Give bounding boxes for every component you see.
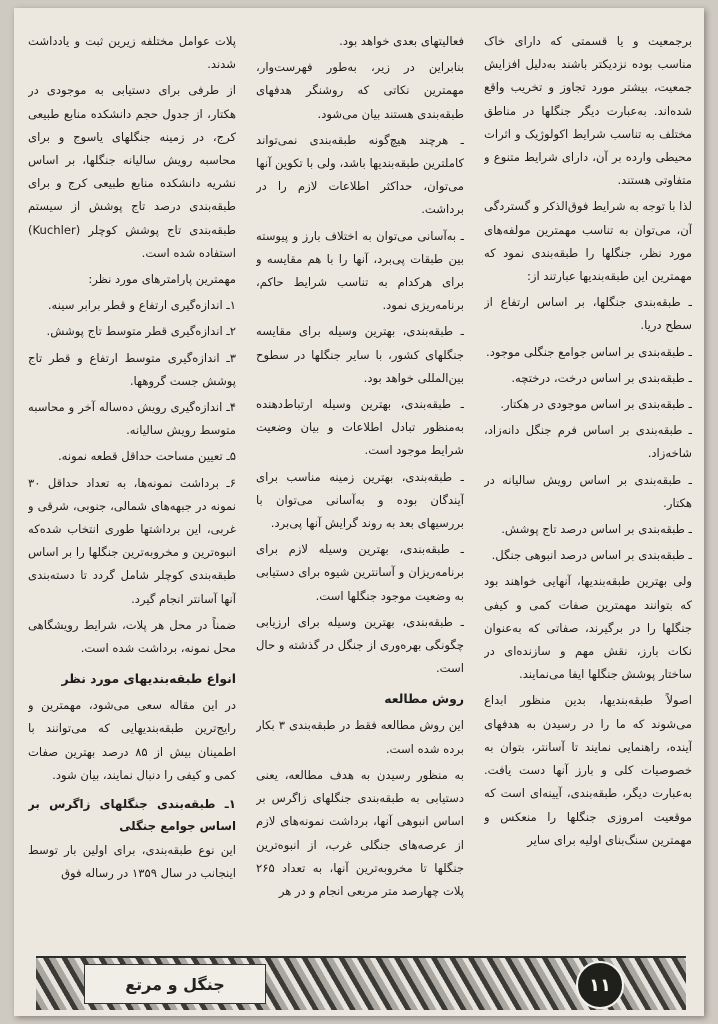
list-item: ۶ـ برداشت نمونه‌ها، به تعداد حداقل ۳۰ نمونه در جبهه‌های شمالی، جنوبی، شرقی و غربی، این برداشتها طوری انتخاب شده‌که انبوه‌ترین و مخروبه‌ترین جنگلها را بر اساس طبقه‌بندی کوچلر شامل گردد تا دسته‌بندی آنها آسانتر انجام گیرد. — [28, 475, 236, 606]
paragraph: مهمترین پارامترهای مورد نظر: — [88, 272, 236, 287]
list-item: ـ طبقه‌بندی بر اساس درخت، درختچه. — [511, 370, 692, 385]
paragraph: در این مقاله سعی می‌شود، مهمترین و رایج‌ترین طبقه‌بندیهایی که می‌توانند با اطمینان بیش از ۸۵ درصد بهترین صفات کمی و کیفی را دنبال نمایند، بیان شود. — [28, 698, 236, 782]
list-item: ـ طبقه‌بندی، بهترین وسیله لازم برای برنامه‌ریزان و آسانترین شیوه برای دستیابی به وضعیت موجود جنگلها است. — [256, 542, 464, 603]
paragraph: این نوع طبقه‌بندی، برای اولین بار توسط اینجانب در سال ۱۳۵۹ در رساله فوق — [28, 843, 236, 881]
paragraph: پلات عوامل مختلفه زیرین ثبت و یادداشت شدند. — [28, 34, 236, 72]
section-heading-types: انواع طبقه‌بندیهای مورد نظر — [61, 671, 236, 687]
text-column-left — [28, 30, 236, 950]
list-item: ـ طبقه‌بندی بر اساس درصد تاج پوشش. — [501, 522, 692, 537]
list-item: ۱ـ اندازه‌گیری ارتفاع و قطر برابر سینه. — [47, 298, 236, 313]
text-column-middle — [256, 30, 464, 950]
page-number-badge: ۱۱ — [576, 961, 624, 1009]
list-item: ـ طبقه‌بندی، بهترین وسیله برای مقایسه جنگلهای کشور، با سایر جنگلها در سطوح بین‌المللی خواهد بود. — [256, 324, 464, 385]
paragraph: از طرفی برای دستیابی به موجودی در هکتار، از جدول حجم دانشکده منابع طبیعی کرج، در زمینه جنگلهای یاسوج و برای محاسبه رویش سالیانه جنگلها، بر اساس نشریه دانشکده منابع طبیعی کرج و برای طبقه‌بندی درصد تاج پوشش از سیستم طبقه‌بندی تاج پوشش کوچلر (Kuchler) استفاده شده است. — [28, 83, 236, 260]
paragraph: ضمناً در محل هر پلات، شرایط رویشگاهی محل نمونه، برداشت شده است. — [28, 617, 236, 656]
paragraph: بنابراین در زیر، به‌طور فهرست‌وار، مهمترین نکاتی که روشنگر هدفهای طبقه‌بندی هستند بیان می‌شود. — [256, 60, 464, 121]
section-heading-method: روش مطالعه — [384, 691, 464, 707]
paragraph: برجمعیت و یا قسمتی که دارای خاک مناسب بوده نزدیکتر باشند به‌دلیل افزایش جمعیت، بیشتر مورد تجاوز و تخریب واقع شده‌اند. به‌عبارت دیگر جنگلها در مناطق مختلف به تناسب شرایط اکولوژیک و اثرات محیطی وارده بر آن، دارای شرایط متنوع و متفاوتی هستند. — [484, 34, 692, 188]
text-column-right — [484, 30, 692, 950]
list-item: ۴ـ اندازه‌گیری رویش ده‌ساله آخر و محاسبه متوسط رویش سالیانه. — [28, 400, 236, 438]
list-item: ـ طبقه‌بندی، بهترین زمینه مناسب برای آیندگان بوده و به‌آسانی می‌توان با بررسیهای بعد به روند گرایش آنها پی‌برد. — [256, 469, 464, 531]
paragraph: این روش مطالعه فقط در طبقه‌بندی ۳ بکار برده شده است. — [256, 718, 464, 756]
list-item: ـ طبقه‌بندی بر اساس فرم جنگل دانه‌زاد، شاخه‌زاد. — [484, 423, 692, 461]
list-item: ـ طبقه‌بندی بر اساس درصد انبوهی جنگل. — [491, 548, 692, 563]
list-item: ـ طبقه‌بندی جنگلها، بر اساس ارتفاع از سطح دریا. — [484, 295, 692, 333]
paragraph: لذا با توجه به شرایط فوق‌الذکر و گستردگی آن، می‌توان به تناسب مهمترین مولفه‌های مورد نظر، جنگلها را طبقه‌بندی نمود که مهمترین این طبقه‌بندیها عبارتند از: — [484, 199, 692, 284]
list-item: ـ طبقه‌بندی بر اساس جوامع جنگلی موجود. — [486, 344, 692, 359]
list-item: ـ به‌آسانی می‌توان به اختلاف بارز و پیوسته بین طبقات پی‌برد، آنها را با هم مقایسه و برای هرکدام به تناسب شرایط حاکم، برنامه‌ریزی نمود. — [256, 228, 464, 313]
magazine-page — [14, 8, 704, 1016]
list-item: ۳ـ اندازه‌گیری متوسط ارتفاع و قطر تاج پوشش جست گروهها. — [28, 350, 236, 388]
subsection-heading: ۱ـ طبقه‌بندی جنگلهای زاگرس بر اساس جوامع جنگلی — [28, 797, 236, 834]
list-item: ـ طبقه‌بندی بر اساس موجودی در هکتار. — [500, 397, 692, 412]
paragraph: ولی بهترین طبقه‌بندیها، آنهایی خواهند بود که بتوانند مهمترین صفات کمی و کیفی جنگلها را در برگیرند، صفاتی که به‌عنوان نکات بارز، نقش مهم و سازنده‌ای در ساختار پوشش جنگلها ایفا می‌نمایند. — [484, 574, 692, 682]
list-item: ۲ـ اندازه‌گیری قطر متوسط تاج پوشش. — [46, 324, 236, 339]
list-item: ۵ـ تعیین مساحت حداقل قطعه نمونه. — [57, 449, 236, 464]
list-item: ـ طبقه‌بندی، بهترین وسیله ارتباط‌دهنده به‌منظور تبادل اطلاعات و بیان وضعیت شرایط موجود است. — [256, 397, 464, 458]
paragraph: فعالیتهای بعدی خواهد بود. — [339, 34, 464, 48]
magazine-logo: جنگل و مرتع — [84, 964, 266, 1004]
list-item: ـ طبقه‌بندی بر اساس رویش سالیانه در هکتار. — [484, 472, 692, 510]
list-item: ـ هرچند هیچ‌گونه طبقه‌بندی نمی‌تواند کاملترین طبقه‌بندیها باشد، ولی با تکوین آنها می‌توان، حداکثر اطلاعات لازم را در برداشت. — [256, 132, 464, 217]
footer-banner — [36, 956, 686, 1010]
paragraph: به منظور رسیدن به هدف مطالعه، یعنی دستیابی به طبقه‌بندی جنگلهای زاگرس بر اساس انبوهی آنها، برداشت نمونه‌های لازم از عرصه‌های جنگلی غرب، از انبوه‌ترین جنگلها تا مخروبه‌ترین آنها، به تعداد ۲۶۵ پلات چهارصد متر مربعی انجام و در هر — [256, 767, 464, 898]
list-item: ـ طبقه‌بندی، بهترین وسیله برای ارزیابی چگونگی بهره‌وری از جنگل در گذشته و حال است. — [256, 614, 464, 676]
paragraph: اصولاً طبقه‌بندیها، بدین منظور ابداع می‌شوند که ما را در رسیدن به هدفهای آینده، راهنمایی نمایند تا آسانتر، بتوان به خصوصیات کلی و بارز آنها دست یافت. به‌عبارت دیگر، طبقه‌بندی، آیینه‌ای است که موقعیت امروزی جنگلها را منعکس و مهمترین سنگ‌بنای اولیه برای سایر — [484, 693, 692, 847]
